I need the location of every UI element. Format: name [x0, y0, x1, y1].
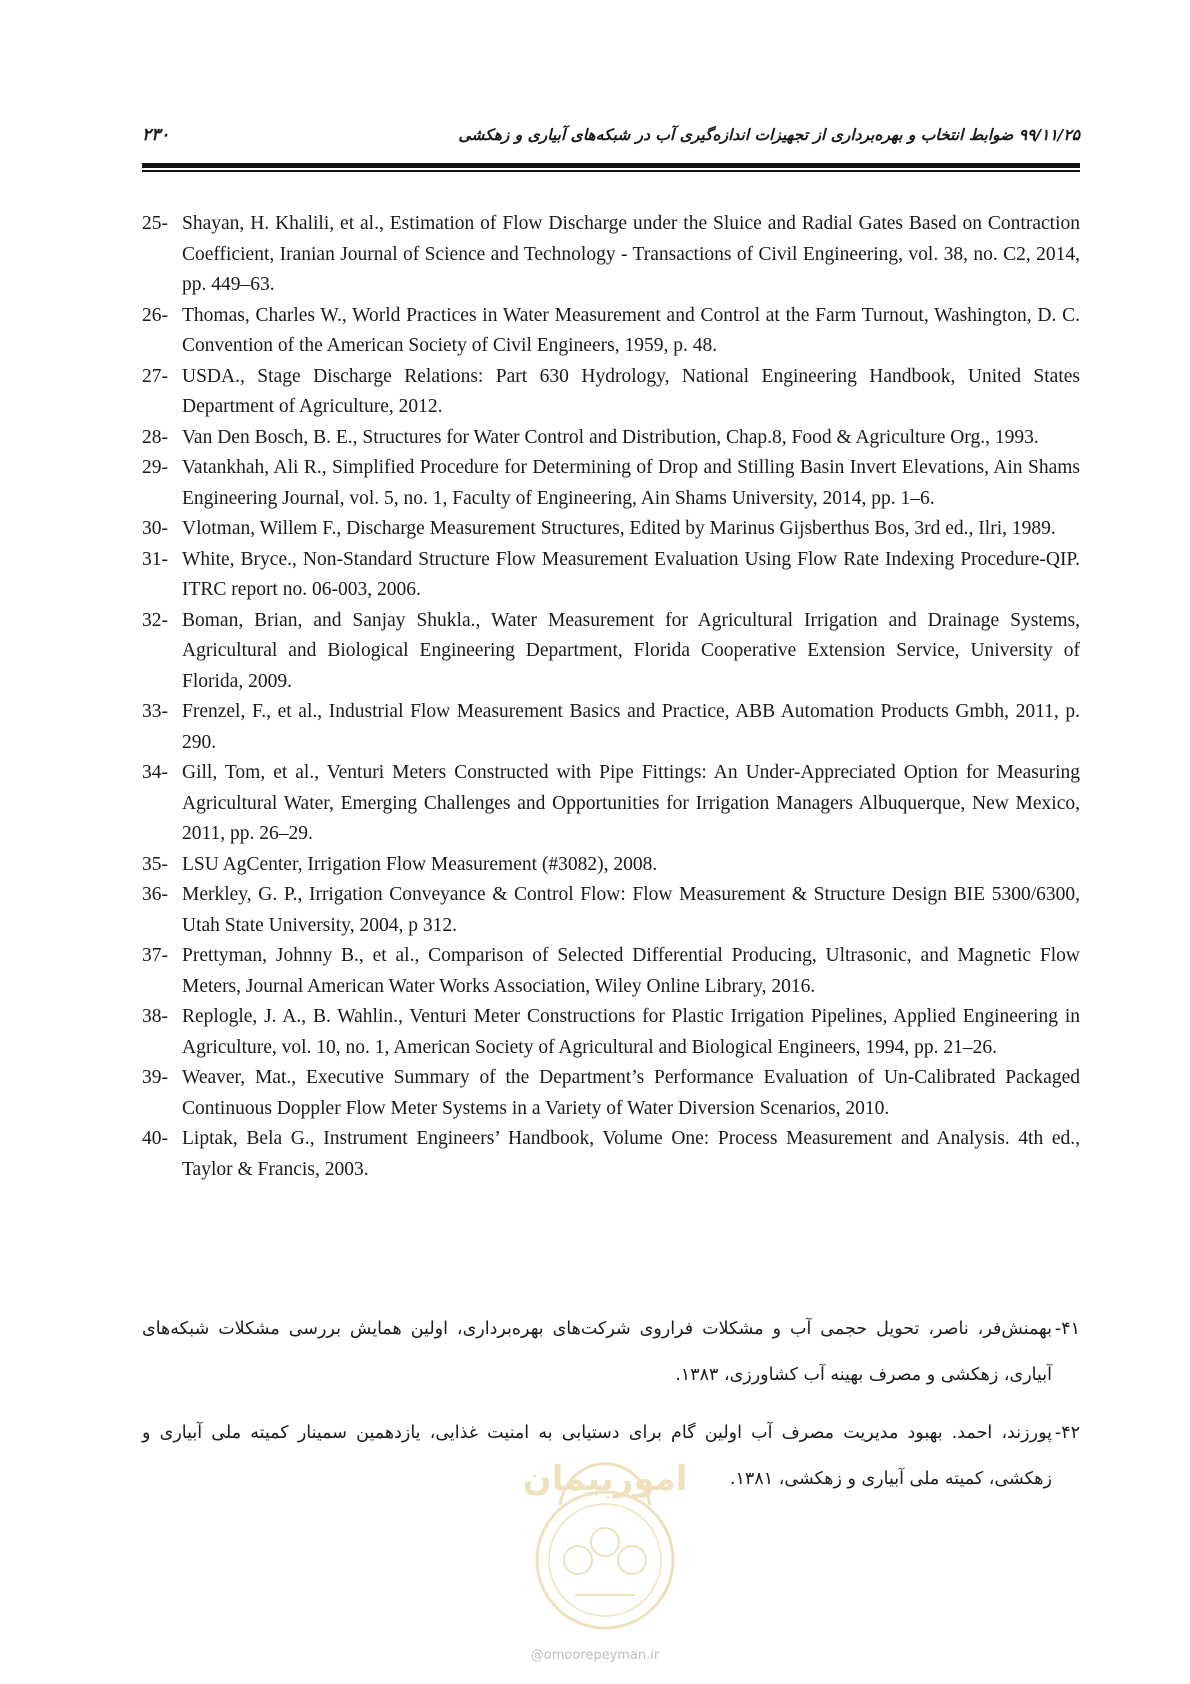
reference-item: [142, 1063, 1080, 1124]
reference-item: [142, 423, 1080, 454]
reference-number: 26-: [142, 304, 168, 326]
reference-item: [142, 850, 1080, 881]
reference-item: [142, 1124, 1080, 1185]
persian-reference-number: ۴۱-: [1054, 1319, 1080, 1339]
persian-reference-item: [142, 1306, 1080, 1398]
page-header: [142, 122, 1080, 148]
reference-text: Van Den Bosch, B. E., Structures for Water Control and Distribution, Chap.8, Food & Agriculture Org., 1993.: [182, 426, 1039, 448]
reference-number: 30-: [142, 518, 168, 539]
reference-text: Gill, Tom, et al., Venturi Meters Constructed with Pipe Fittings: An Under-Appreciated Option for Measuring Agricultural Water, Emerging Challenges and Opportunities for Irrigation Managers Albuquerque, New Mexico, 2011, pp. 26–29.: [182, 762, 1080, 844]
reference-item: [142, 1002, 1080, 1063]
header-rule-thin: [142, 170, 1080, 172]
persian-reference-text: بهمنش‌فر، ناصر، تحویل حجمی آب و مشکلات فراروی شرکت‌های بهره‌برداری، اولین همایش بررسی مشکلات شبکه‌های آبیاری، زهکشی و مصرف بهینه آب کشاورزی، ۱۳۸۳.: [142, 1319, 1052, 1385]
reference-text: Prettyman, Johnny B., et al., Comparison of Selected Differential Producing, Ultrasonic, and Magnetic Flow Meters, Journal American Water Works Association, Wiley Online Library, 2016.: [182, 945, 1080, 997]
reference-text: Shayan, H. Khalili, et al., Estimation of Flow Discharge under the Sluice and Radial Gates Based on Contraction Coefficient, Iranian Journal of Science and Technology - Transactions of Civil Engineering, vol. 38, no. C2, 2014, pp. 449–63.: [182, 213, 1080, 295]
reference-text: Weaver, Mat., Executive Summary of the Department’s Performance Evaluation of Un-Calibrated Packaged Continuous Doppler Flow Meter Systems in a Variety of Water Diversion Scenarios, 2010.: [182, 1067, 1080, 1119]
reference-item: [142, 545, 1080, 606]
reference-item: [142, 514, 1080, 545]
reference-item: [142, 209, 1080, 301]
reference-item: [142, 880, 1080, 941]
reference-text: White, Bryce., Non-Standard Structure Flow Measurement Evaluation Using Flow Rate Indexing Procedure-QIP. ITRC report no. 06-003, 2006.: [182, 548, 1080, 600]
reference-number: 33-: [142, 701, 168, 722]
watermark-emblem-text: امورپیمان: [522, 1459, 688, 1499]
reference-item: [142, 453, 1080, 514]
reference-number: 38-: [142, 1006, 168, 1027]
reference-number: 27-: [142, 365, 168, 387]
reference-number: 37-: [142, 945, 168, 966]
reference-item: [142, 362, 1080, 423]
reference-number: 25-: [142, 213, 168, 234]
reference-item: [142, 758, 1080, 850]
english-references-list: [142, 209, 1080, 1185]
reference-number: 34-: [142, 762, 168, 783]
reference-number: 32-: [142, 609, 168, 631]
reference-text: Vlotman, Willem F., Discharge Measurement Structures, Edited by Marinus Gijsberthus Bos, 3rd ed., Ilri, 1989.: [182, 518, 1056, 539]
reference-text: USDA., Stage Discharge Relations: Part 630 Hydrology, National Engineering Handbook, United States Department of Agriculture, 2012.: [182, 365, 1080, 417]
reference-number: 40-: [142, 1128, 168, 1149]
reference-text: Boman, Brian, and Sanjay Shukla., Water Measurement for Agricultural Irrigation and Drainage Systems, Agricultural and Biological Engineering Department, Florida Cooperative Extension Service, University of Florida, 2009.: [182, 609, 1080, 692]
page-number: ۲۳۰: [142, 125, 170, 145]
reference-number: 36-: [142, 884, 168, 905]
running-title: ۹۹/۱۱/۲۵ ضوابط انتخاب و بهره‌برداری از تجهیزات اندازه‌گیری آب در شبکه‌های آبیاری و زهکشی: [458, 126, 1080, 144]
header-rule-thick: [142, 163, 1080, 168]
reference-number: 31-: [142, 548, 168, 570]
reference-text: Frenzel, F., et al., Industrial Flow Measurement Basics and Practice, ABB Automation Products Gmbh, 2011, p. 290.: [182, 701, 1080, 753]
reference-number: 35-: [142, 853, 168, 875]
reference-item: [142, 301, 1080, 362]
reference-number: 28-: [142, 426, 168, 448]
reference-text: Vatankhah, Ali R., Simplified Procedure for Determining of Drop and Stilling Basin Invert Elevations, Ain Shams Engineering Journal, vol. 5, no. 1, Faculty of Engineering, Ain Shams University, 2014, pp. 1–6.: [182, 457, 1080, 509]
persian-reference-number: ۴۲-: [1054, 1423, 1080, 1443]
reference-item: [142, 941, 1080, 1002]
watermark-text: @omoorepeyman.ir: [530, 1648, 660, 1663]
reference-text: Merkley, G. P., Irrigation Conveyance & Control Flow: Flow Measurement & Structure Design BIE 5300/6300, Utah State University, 2004, p 312.: [182, 884, 1080, 936]
persian-reference-text: پورزند، احمد. بهبود مدیریت مصرف آب اولین گام برای دستیابی به امنیت غذایی، یازدهمین سمینار کمیته ملی آبیاری و زهکشی، کمیته ملی آبیاری و زهکشی، ۱۳۸۱.: [142, 1423, 1052, 1489]
reference-item: [142, 697, 1080, 758]
watermark-emblem-icon: [490, 1410, 720, 1640]
reference-text: Liptak, Bela G., Instrument Engineers’ Handbook, Volume One: Process Measurement and Analysis. 4th ed., Taylor & Francis, 2003.: [182, 1128, 1080, 1180]
reference-text: LSU AgCenter, Irrigation Flow Measurement (#3082), 2008.: [182, 853, 658, 875]
reference-text: Thomas, Charles W., World Practices in Water Measurement and Control at the Farm Turnout, Washington, D. C. Convention of the American Society of Civil Engineers, 1959, p. 48.: [182, 304, 1080, 356]
reference-number: 29-: [142, 457, 168, 478]
reference-text: Replogle, J. A., B. Wahlin., Venturi Meter Constructions for Plastic Irrigation Pipelines, Applied Engineering in Agriculture, vol. 10, no. 1, American Society of Agricultural and Biological Engineers, 1994, pp. 21–26.: [182, 1006, 1080, 1058]
reference-item: [142, 606, 1080, 698]
reference-number: 39-: [142, 1067, 168, 1088]
